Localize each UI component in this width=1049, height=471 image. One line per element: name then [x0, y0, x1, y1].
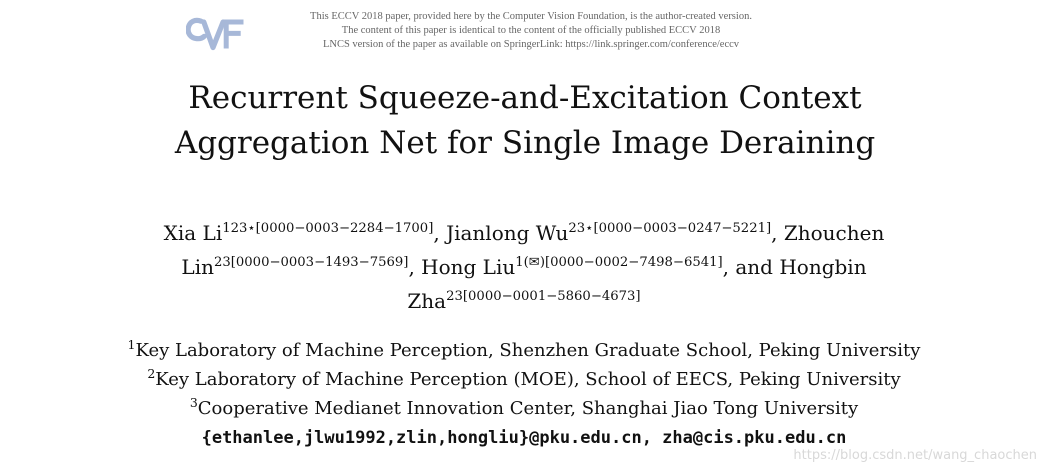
affiliation-1: [40, 337, 1008, 366]
affiliations: [40, 337, 1008, 452]
publication-notice: [186, 10, 886, 56]
notice-line-3: LNCS version of the paper as available on SpringerLink: https://link.springer.com/conference/eccv: [322, 39, 740, 50]
author-xia-li: Xia Li: [163, 221, 223, 245]
author-xia-li-orcid: 123⋆[0000−0003−2284−1700]: [222, 221, 434, 236]
author-line-2: [60, 252, 988, 286]
publication-notice-text: [257, 10, 805, 52]
email-addresses: {ethanlee,jlwu1992,zlin,hongliu}@pku.edu.cn, zha@cis.pku.edu.cn: [201, 428, 847, 448]
notice-line-2: The content of this paper is identical to the content of the officially published ECCV 2018: [341, 25, 721, 36]
title-line-1: Recurrent Squeeze-and-Excitation Context: [188, 80, 862, 116]
author-hongbin-zha-orcid: 23[0000−0001−5860−4673]: [446, 289, 641, 304]
author-zhouchen-lin-surname: Lin: [181, 255, 214, 279]
affiliation-1-text: Key Laboratory of Machine Perception, Shenzhen Graduate School, Peking University: [135, 340, 921, 361]
affiliation-2: [40, 366, 1008, 395]
notice-line-1: This ECCV 2018 paper, provided here by the Computer Vision Foundation, is the author-created version.: [310, 11, 752, 22]
author-list: [60, 218, 988, 320]
affiliation-1-marker: 1: [127, 337, 136, 352]
affiliation-3-text: Cooperative Medianet Innovation Center, Shanghai Jiao Tong University: [197, 398, 859, 419]
affiliation-3: [40, 395, 1008, 424]
author-zhouchen-lin-orcid: 23[0000−0003−1493−7569]: [213, 255, 409, 270]
author-jianlong-wu: , Jianlong Wu: [433, 221, 569, 245]
title-line-2: Aggregation Net for Single Image Deraining: [174, 125, 876, 161]
affiliation-2-text: Key Laboratory of Machine Perception (MOE), School of EECS, Peking University: [155, 369, 901, 390]
affiliation-2-marker: 2: [147, 366, 156, 381]
author-hongbin-zha-surname: Zha: [407, 289, 447, 313]
author-line-1: [60, 218, 988, 252]
cvf-logo: [186, 14, 244, 54]
author-line-3: [60, 286, 988, 320]
author-hongbin-first-name: , and Hongbin: [722, 255, 867, 279]
author-hong-liu: , Hong Liu: [408, 255, 516, 279]
affiliation-3-marker: 3: [189, 395, 198, 410]
author-hong-liu-orcid: 1(✉)[0000−0002−7498−6541]: [515, 255, 723, 270]
blog-watermark: https://blog.csdn.net/wang_chaochen: [793, 448, 1037, 463]
author-zhouchen-first-name: , Zhouchen: [771, 221, 885, 245]
author-jianlong-wu-orcid: 23⋆[0000−0003−0247−5221]: [568, 221, 772, 236]
paper-title: [90, 76, 960, 166]
